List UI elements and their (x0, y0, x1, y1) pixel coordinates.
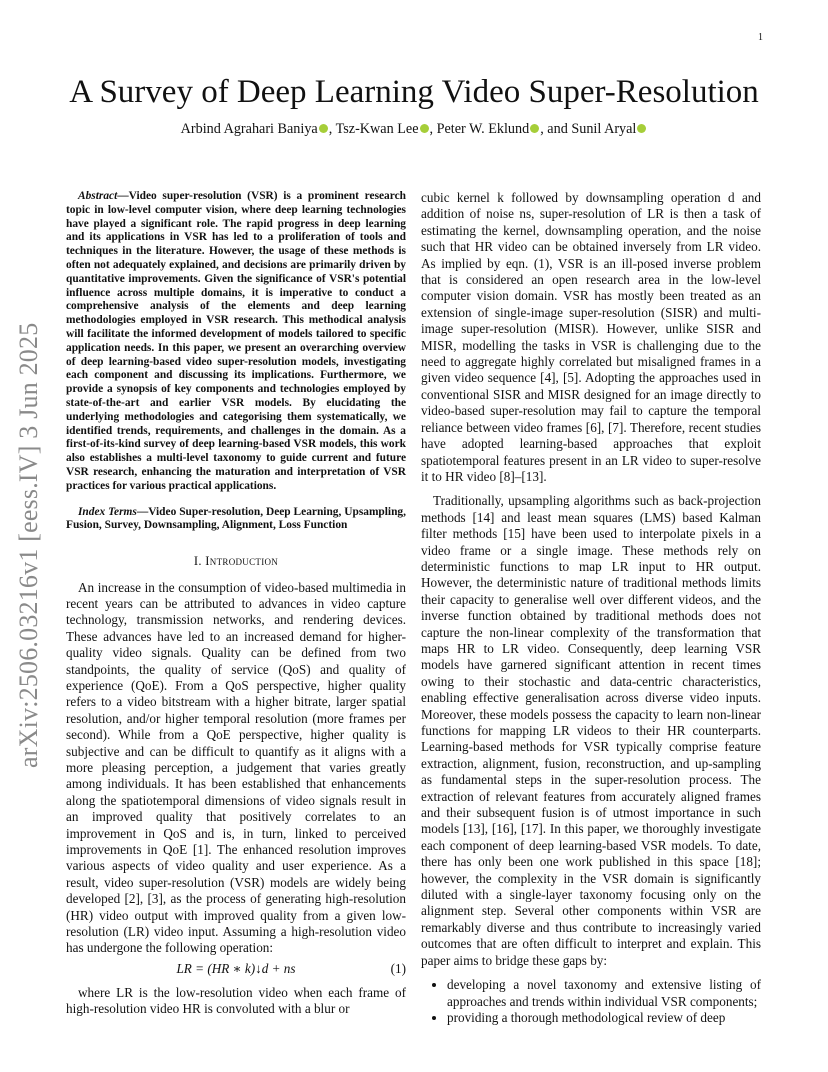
author-name: Sunil Aryal (571, 121, 637, 137)
author-name: Arbind Agrahari Baniya (180, 121, 318, 137)
body-paragraph: cubic kernel k followed by downsampling operation d and addition of noise ns, super-resolution of LR is then a task of estimating the kernel, downsampling operation, and the noise such that HR video can be obtained inversely from LR video. As implied by eqn. (1), VSR is an ill-posed inverse problem that is considered an open research area in the low-level computer vision domain. VSR has mostly been treated as an extension of single-image super-resolution (SISR) and multi-image super-resolution (MISR). However, unlike SISR and MISR, modelling the tasks in VSR is challenging due to the need to aggregate highly correlated but misaligned frames in a given video sequence [4], [5]. Adopting the approaches used in conventional SISR and MISR designed for an image directly to video-based super-resolution may fail to capture the temporal reliance between video frames [6], [7]. Therefore, recent studies have adopted learning-based approaches that exploit spatiotemporal features present in an LR video to super-resolve it to HR video [8]–[13]. (421, 190, 761, 484)
page-number: 1 (758, 32, 763, 43)
author-separator: , (429, 121, 437, 137)
arxiv-stamp: arXiv:2506.03216v1 [eess.IV] 3 Jun 2025 (14, 322, 43, 768)
abstract-text: —Video super-resolution (VSR) is a prominent research topic in low-level computer vision, where deep learning technologies have played a significant role. The rapid progress in deep learning and its applications in VSR has led to a proliferation of tools and techniques in the literature. However, the usage of these methods is often not adequately explained, and decisions are primarily driven by quantitative improvements. Given the significance of VSR's potential influence across multiple domains, it is imperative to conduct a comprehensive analysis of the elements and deep learning methodologies employed in VSR research. This methodical analysis will facilitate the informed development of models tailored to specific application needs. In this paper, we present an overarching overview of deep learning-based video super-resolution models, investigating each component and discussing its implications. Furthermore, we provide a synopsis of key components and technologies employed by state-of-the-art and earlier VSR models. By elucidating the underlying methodologies and categorising them systematically, we identified trends, requirements, and challenges in the domain. As a first-of-its-kind survey of deep learning-based VSR models, this work also establishes a multi-level taxonomy to guide current and future VSR research, enhancing the maturation and interpretation of VSR practices for various practical applications. (66, 190, 406, 492)
index-terms-lead: Index Terms (78, 505, 137, 518)
equation-1 (66, 959, 406, 979)
intro-paragraph: An increase in the consumption of video-based multimedia in recent years can be attributed to advances in video capture technology, transmission networks, and rendering devices. These advances have led to an increased demand for higher-quality video signals. Quality can be defined from two standpoints, the quality of service (QoS) and quality of experience (QoE). From a QoS perspective, higher quality refers to a video bitstream with a higher bitrate, larger spatial resolution, and/or higher temporal resolution (more frames per second). While from a QoE perspective, higher quality is subjective and can be difficult to quantify as it aligns with a more pleasing perception, a judgement that varies greatly among individuals. It has been established that enhancements along the spatiotemporal dimensions of video signals result in an improved quality that positively correlates to an improvement in QoS and is, in turn, linked to perceived improvements in QoE [1]. The enhanced resolution improves various aspects of video quality and user experience. As a result, video super-resolution (VSR) models are widely being developed [2], [3], as the process of generating high-resolution (HR) video output with improved quality from a given low-resolution (LR) video input. Assuming a high-resolution video has undergone the following operation: (66, 579, 406, 956)
orcid-icon[interactable] (319, 124, 328, 133)
equation-expression: LR = (HR ∗ k)↓d + ns (176, 960, 296, 976)
left-column (66, 190, 406, 1018)
author-name: Peter W. Eklund (436, 121, 530, 137)
orcid-icon[interactable] (637, 124, 646, 133)
body-paragraph: Traditionally, upsampling algorithms such as back-projection methods [14] and least mean squares (LMS) based Kalman filter methods [15] have been used to interpolate pixels in a video frame or a single image. These methods rely on deterministic functions to map LR input to HR output. However, the deterministic nature of traditional methods limits their capacity to generalise well over different videos, and the inverse function obtained by traditional methods does not capture the non-linear complexity of the transformation that maps HR to LR video. Consequently, deep learning VSR models have garnered significant attention in recent times owing to their stochastic and data-centric characteristics, enabling effective generalisation across diverse video inputs. Moreover, these models possess the capacity to learn non-linear functions for mapping LR videos to their HR counterparts. Learning-based methods for VSR typically comprise feature extraction, alignment, fusion, reconstruction, and up-sampling as fundamental steps in the super-resolution process. The extraction of relevant features from accurately aligned frames and their subsequent fusion is of utmost importance in such models [13], [16], [17]. In this paper, we thoroughly investigate each component of deep learning-based VSR models. To date, there has only been one work published in this space [18]; however, the complexity in the VSR domain is significantly diluted with a single-layer taxonomy focusing only on the alignment step. Several other components within VSR are remarkably diverse and thus contribute to increasingly varied outcomes that are often difficult to interpret and explain. This paper aims to bridge these gaps by: (421, 493, 761, 968)
author-separator: , (328, 121, 336, 137)
intro-paragraph: where LR is the low-resolution video when each frame of high-resolution video HR is convoluted with a blur or (66, 984, 406, 1017)
right-column (421, 190, 761, 1026)
equation-number: (1) (390, 960, 406, 976)
author-name: Tsz-Kwan Lee (335, 121, 419, 137)
list-item: • providing a thorough methodological review of deep (447, 1010, 761, 1026)
index-terms (66, 506, 406, 534)
paper-title: A Survey of Deep Learning Video Super-Resolution (69, 74, 759, 110)
abstract-lead: Abstract (78, 190, 118, 202)
abstract (66, 190, 406, 494)
author-separator: , and (540, 121, 572, 137)
section-heading-introduction: I. Introduction (193, 554, 279, 569)
author-list (0, 121, 828, 138)
orcid-icon[interactable] (420, 124, 429, 133)
list-item: • developing a novel taxonomy and extensive listing of approaches and trends within individual VSR components; (447, 977, 761, 1010)
contribution-list (421, 977, 761, 1026)
orcid-icon[interactable] (530, 124, 539, 133)
index-terms-text: —Video Super-resolution, Deep Learning, Upsampling, Fusion, Survey, Downsampling, Alignment, Loss Function (66, 505, 406, 532)
